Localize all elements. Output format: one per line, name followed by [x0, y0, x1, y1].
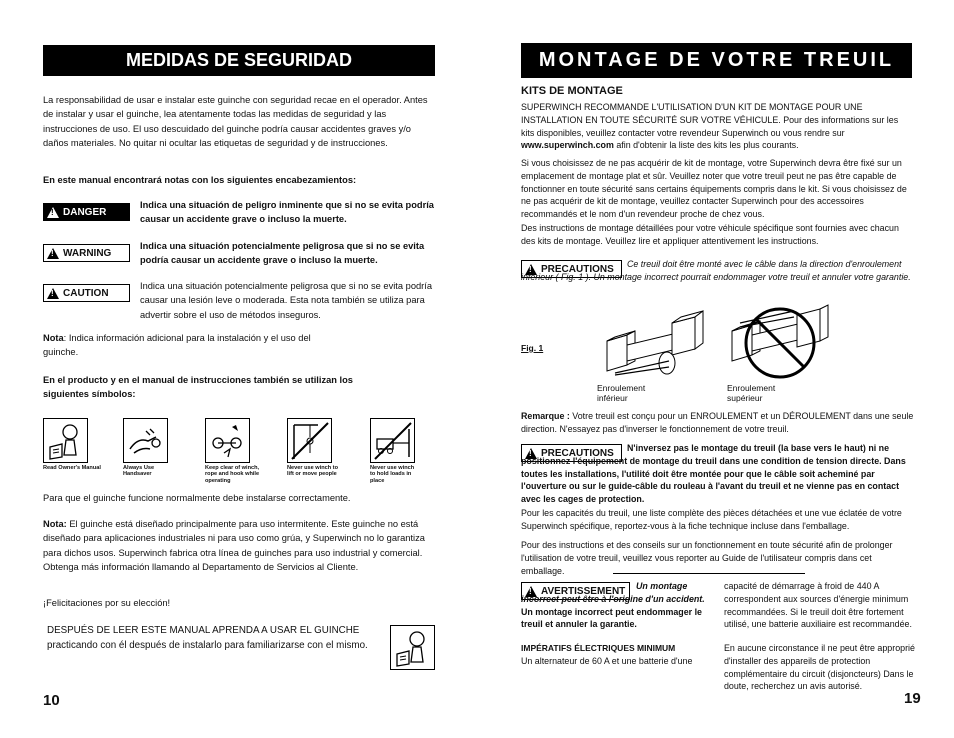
- warning-badge: [43, 244, 130, 262]
- note-text: : Indica información adicional para la instalación y el uso del guinche.: [43, 333, 311, 358]
- congrats-text: ¡Felicitaciones por su elección!: [43, 598, 171, 608]
- warning-triangle-icon: [47, 288, 59, 299]
- read-manual-icon: [390, 625, 435, 670]
- avertissement-text: [521, 580, 716, 631]
- headings-intro: En este manual encontrará notas con los siguientes encabezamientos:: [43, 175, 357, 185]
- remark-text: Votre treuil est conçu pour un ENROULEMENT et un DÉROULEMENT dans une seule direction. N'essayez pas d'inverser le fonctionnement de votre treuil.: [521, 411, 914, 434]
- symbols-intro: En el producto y en el manual de instrucciones también se utilizan los siguientes símbolos:: [43, 375, 353, 400]
- kits-text: Pour des informations sur les kits disponibles, veuillez contacter votre revendeur Superwinch ou vous rendre sur: [521, 114, 899, 138]
- avertissement-bold: Un montage incorrect peut endommager le treuil et annuler la garantie.: [521, 606, 702, 630]
- danger-text: Indica una situación de peligro inminente que si no se evita podría causar un accidente grave o incluso la muerte.: [140, 200, 434, 225]
- precautions-2-text: N'inversez pas le montage du treuil (la base vers le haut) ni ne positionnez l'équipement de montage du treuil dans une condition de tension directe. Dans toutes les installations, l'utilité doit être montée pour que le câble soit acheminé par l'ouverture ou sur le guide-câble du rouleau à l'avant du treuil et ne vienne pas en contact avec les cages de protection.: [521, 443, 906, 505]
- page-title: MEDIDAS DE SEGURIDAD: [125, 50, 353, 70]
- kits-heading: KITS DE MONTAGE: [521, 85, 623, 97]
- kits-text-end: afin d'obtenir la liste des kits les plus courants.: [613, 140, 799, 151]
- precautions-label: PRECAUTIONS: [541, 447, 614, 459]
- overwound-caption: Enroulement supérieur: [727, 383, 776, 403]
- precautions-label: PRECAUTIONS: [541, 263, 614, 275]
- page-number: 19: [904, 690, 921, 707]
- right-page: [477, 0, 954, 738]
- symbol-caption: Never use winch to hold loads in place: [370, 465, 415, 484]
- figure-label: Fig. 1: [521, 343, 544, 353]
- note2-paragraph: [43, 517, 435, 575]
- kits-paragraph-1: [521, 101, 913, 152]
- function-paragraph: Para que el guinche funcione normalmente debe instalarse correctamente.: [43, 493, 351, 503]
- danger-label: DANGER: [63, 206, 107, 218]
- intro-paragraph: La responsabilidad de usar e instalar este guinche con seguridad recae en el operador. Antes de instalar y usar el guinche, lea atentamente todas las medidas de seguridad y las instrucciones de uso. El uso descuidado del guinche podría causar accidentes graves y/o daños materiales. No quitar ni ocultar las etiquetas de seguridad y de instrucciones.: [43, 95, 428, 149]
- column2-paragraph-2: En aucune circonstance il ne peut être approprié d'installer des appareils de protection complémentaire du circuit (disjoncteurs) Dans le doute, recherchez un avis autorisé.: [724, 643, 915, 692]
- underwound-caption: Enroulement inférieur: [597, 383, 646, 403]
- symbol-caption: Read Owner's Manual: [43, 465, 101, 471]
- warning-label: WARNING: [63, 247, 112, 259]
- no-hold-loads-icon: [370, 418, 415, 463]
- note2-text: El guinche está diseñado principalmente para uso intermitente. Este guinche no está diseñado para aplicaciones industriales ni para uso como grúa, y Superwinch no lo garantiza para dichos usos. Superwinch fabrica otra línea de guinches para uso industrial y comercial. Obtenga más información llamando al Departamento de Servicios al Cliente.: [43, 519, 425, 573]
- avertissement-label: AVERTISSEMENT: [541, 585, 626, 597]
- warning-triangle-icon: [47, 248, 59, 259]
- symbol-caption: Always Use Handsaver: [123, 465, 155, 478]
- warning-triangle-icon: [47, 207, 59, 218]
- kits-caps-text: SUPERWINCH RECOMMANDE L'UTILISATION D'UN KIT DE MONTAGE POUR UNE INSTALLATION EN TOUTE SÉCURITÉ SUR VOTRE VÉHICULE.: [521, 102, 863, 125]
- danger-badge: [43, 203, 130, 221]
- column2-paragraph-1: capacité de démarrage à froid de 440 A correspondent aux sources d'énergie minimum recommandées. Si le treuil doit être fortement utilisé, une batterie auxiliaire est recommandée.: [724, 581, 912, 630]
- page-number: 10: [43, 692, 60, 709]
- caution-label: CAUTION: [63, 287, 109, 299]
- instructions-paragraph: Pour des instructions et des conseils sur un fonctionnement en toute sécurité afin de prolonger l'utilisation de votre treuil, veuillez vous reporter au Guide de l'utilisateur compris dans cet emballage.: [521, 540, 893, 576]
- note2-label: Nota:: [43, 519, 67, 529]
- caution-text: Indica una situación potencialmente peligrosa que si no se evita podría causar una lesión leve o moderada. Esta nota también se utiliza para advertir sobre el uso de métodos inseguros.: [140, 281, 433, 320]
- warning-text: Indica una situación potencialmente peligrosa que si no se evita podría causar un accidente grave o incluso la muerte.: [140, 241, 425, 266]
- caution-badge: [43, 284, 130, 302]
- superwinch-url: www.superwinch.com: [521, 140, 614, 151]
- note-label: Nota: [43, 333, 64, 343]
- section-title-banner: [521, 43, 912, 78]
- electrical-text: Un alternateur de 60 A et une batterie d'une: [521, 656, 693, 666]
- symbol-caption: Keep clear of winch, rope and hook while operating: [205, 465, 260, 484]
- divider-line: [613, 573, 805, 574]
- read-manual-icon: [43, 418, 88, 463]
- note-paragraph: [43, 331, 343, 360]
- handsaver-icon: [123, 418, 168, 463]
- remark-label: Remarque :: [521, 411, 570, 421]
- capacities-paragraph: Pour les capacités du treuil, une liste complète des pièces détachées et une vue éclatée de votre Superwinch spécifique, reportez-vous à la fiche technique incluse dans l'emballage.: [521, 508, 902, 531]
- keep-clear-icon: [205, 418, 250, 463]
- kits-paragraph-2: Si vous choisissez de ne pas acquérir de kit de montage, votre Superwinch devra être fixé sur un emplacement de montage plat et sûr. Veuillez noter que votre treuil peut ne pas être capable de fonctionner en toute sécurité sans certains équipements compris dans le kit. Si vous choisissez de ne pas acquérir de kit de montage, veuillez contacter Superwinch pour des accessoires recommandés et le nom d'un revendeur proche de chez vous.: [521, 158, 907, 220]
- symbol-caption: Never use winch to lift or move people: [287, 465, 338, 478]
- avertissement-italic: Un montage incorrect peut être à l'origine d'un accident.: [521, 581, 705, 604]
- electrical-heading: IMPÉRATIFS ÉLECTRIQUES MINIMUM: [521, 643, 676, 653]
- no-lift-people-icon: [287, 418, 332, 463]
- precautions-1-text: Ce treuil doit être monté avec le câble dans la direction d'enroulement inférieur ( Fig. 1 ). Un montage incorrect pourrait endommager votre treuil et annuler votre garantie.: [521, 259, 911, 282]
- remark-paragraph: [521, 410, 914, 436]
- page-title: MONTAGE DE VOTRE TREUIL: [538, 49, 895, 71]
- overwound-winch-figure: [722, 303, 842, 385]
- after-reading-paragraph: DESPUÉS DE LEER ESTE MANUAL APRENDA A USAR EL GUINCHE practicando con él después de instalarlo para familiarizarse con el mismo.: [47, 625, 368, 651]
- kits-paragraph-3: Des instructions de montage détaillées pour votre véhicule spécifique sont fournies avec chacun des kits de montage. Veuillez lire et appliquer attentivement les instructions.: [521, 223, 899, 246]
- underwound-winch-figure: [597, 303, 717, 385]
- section-title-banner: [43, 45, 435, 76]
